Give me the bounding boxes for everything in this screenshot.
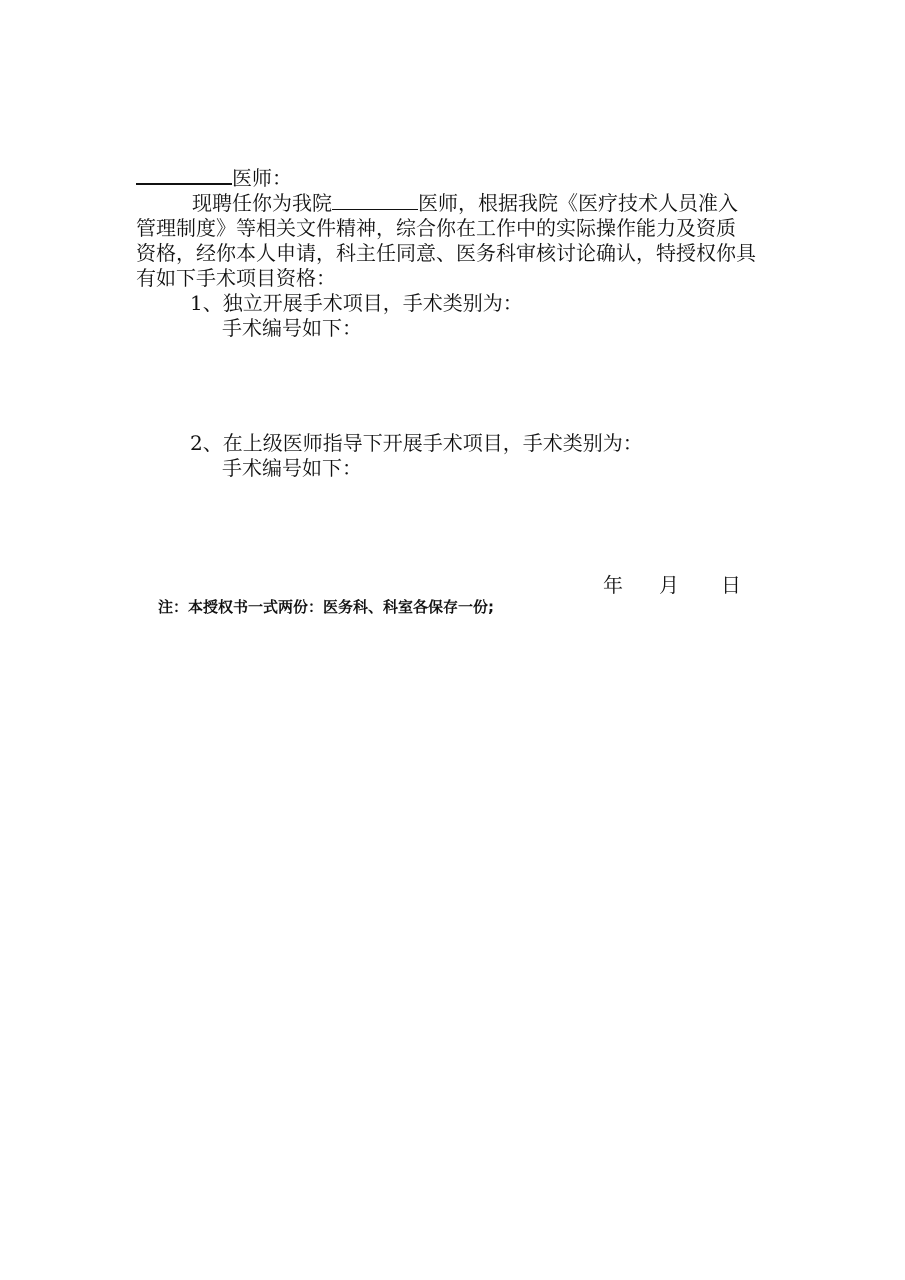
- body-line-1-suffix: 医师，根据我院《医疗技术人员准入: [418, 191, 738, 215]
- item-1-title: [190, 290, 523, 316]
- footnote: [158, 597, 494, 617]
- date-year: 年: [603, 573, 623, 597]
- item-2-sub-text: 手术编号如下：: [222, 456, 362, 480]
- doctor-name-blank: [136, 165, 232, 185]
- item-1-sub-text: 手术编号如下：: [222, 316, 362, 340]
- item-1-title-text: 1、独立开展手术项目，手术类别为：: [190, 291, 523, 315]
- position-blank: [332, 191, 418, 210]
- item-2-title-text: 2、在上级医师指导下开展手术项目，手术类别为：: [190, 431, 643, 455]
- body-line-1-prefix: 现聘任你为我院: [192, 191, 332, 215]
- body-line-4: [136, 265, 336, 291]
- body-line-3-text: 资格，经你本人申请，科主任同意、医务科审核讨论确认，特授权你具: [136, 241, 756, 265]
- body-line-3: [136, 240, 756, 266]
- body-line-4-text: 有如下手术项目资格：: [136, 266, 336, 290]
- item-2-title: [190, 430, 643, 456]
- body-line-1: [192, 190, 738, 216]
- date-day: 日: [721, 573, 741, 597]
- footnote-text: 注：本授权书一式两份：医务科、科室各保存一份;: [158, 598, 495, 616]
- body-line-2: [136, 215, 736, 241]
- item-1-sub: [222, 315, 362, 341]
- date-month: 月: [659, 573, 679, 597]
- body-line-2-text: 管理制度》等相关文件精神，综合你在工作中的实际操作能力及资质: [136, 216, 736, 240]
- date-line: [603, 572, 741, 598]
- doctor-title-label: 医师：: [232, 166, 292, 190]
- item-2-sub: [222, 455, 362, 481]
- salutation-line: [136, 165, 292, 191]
